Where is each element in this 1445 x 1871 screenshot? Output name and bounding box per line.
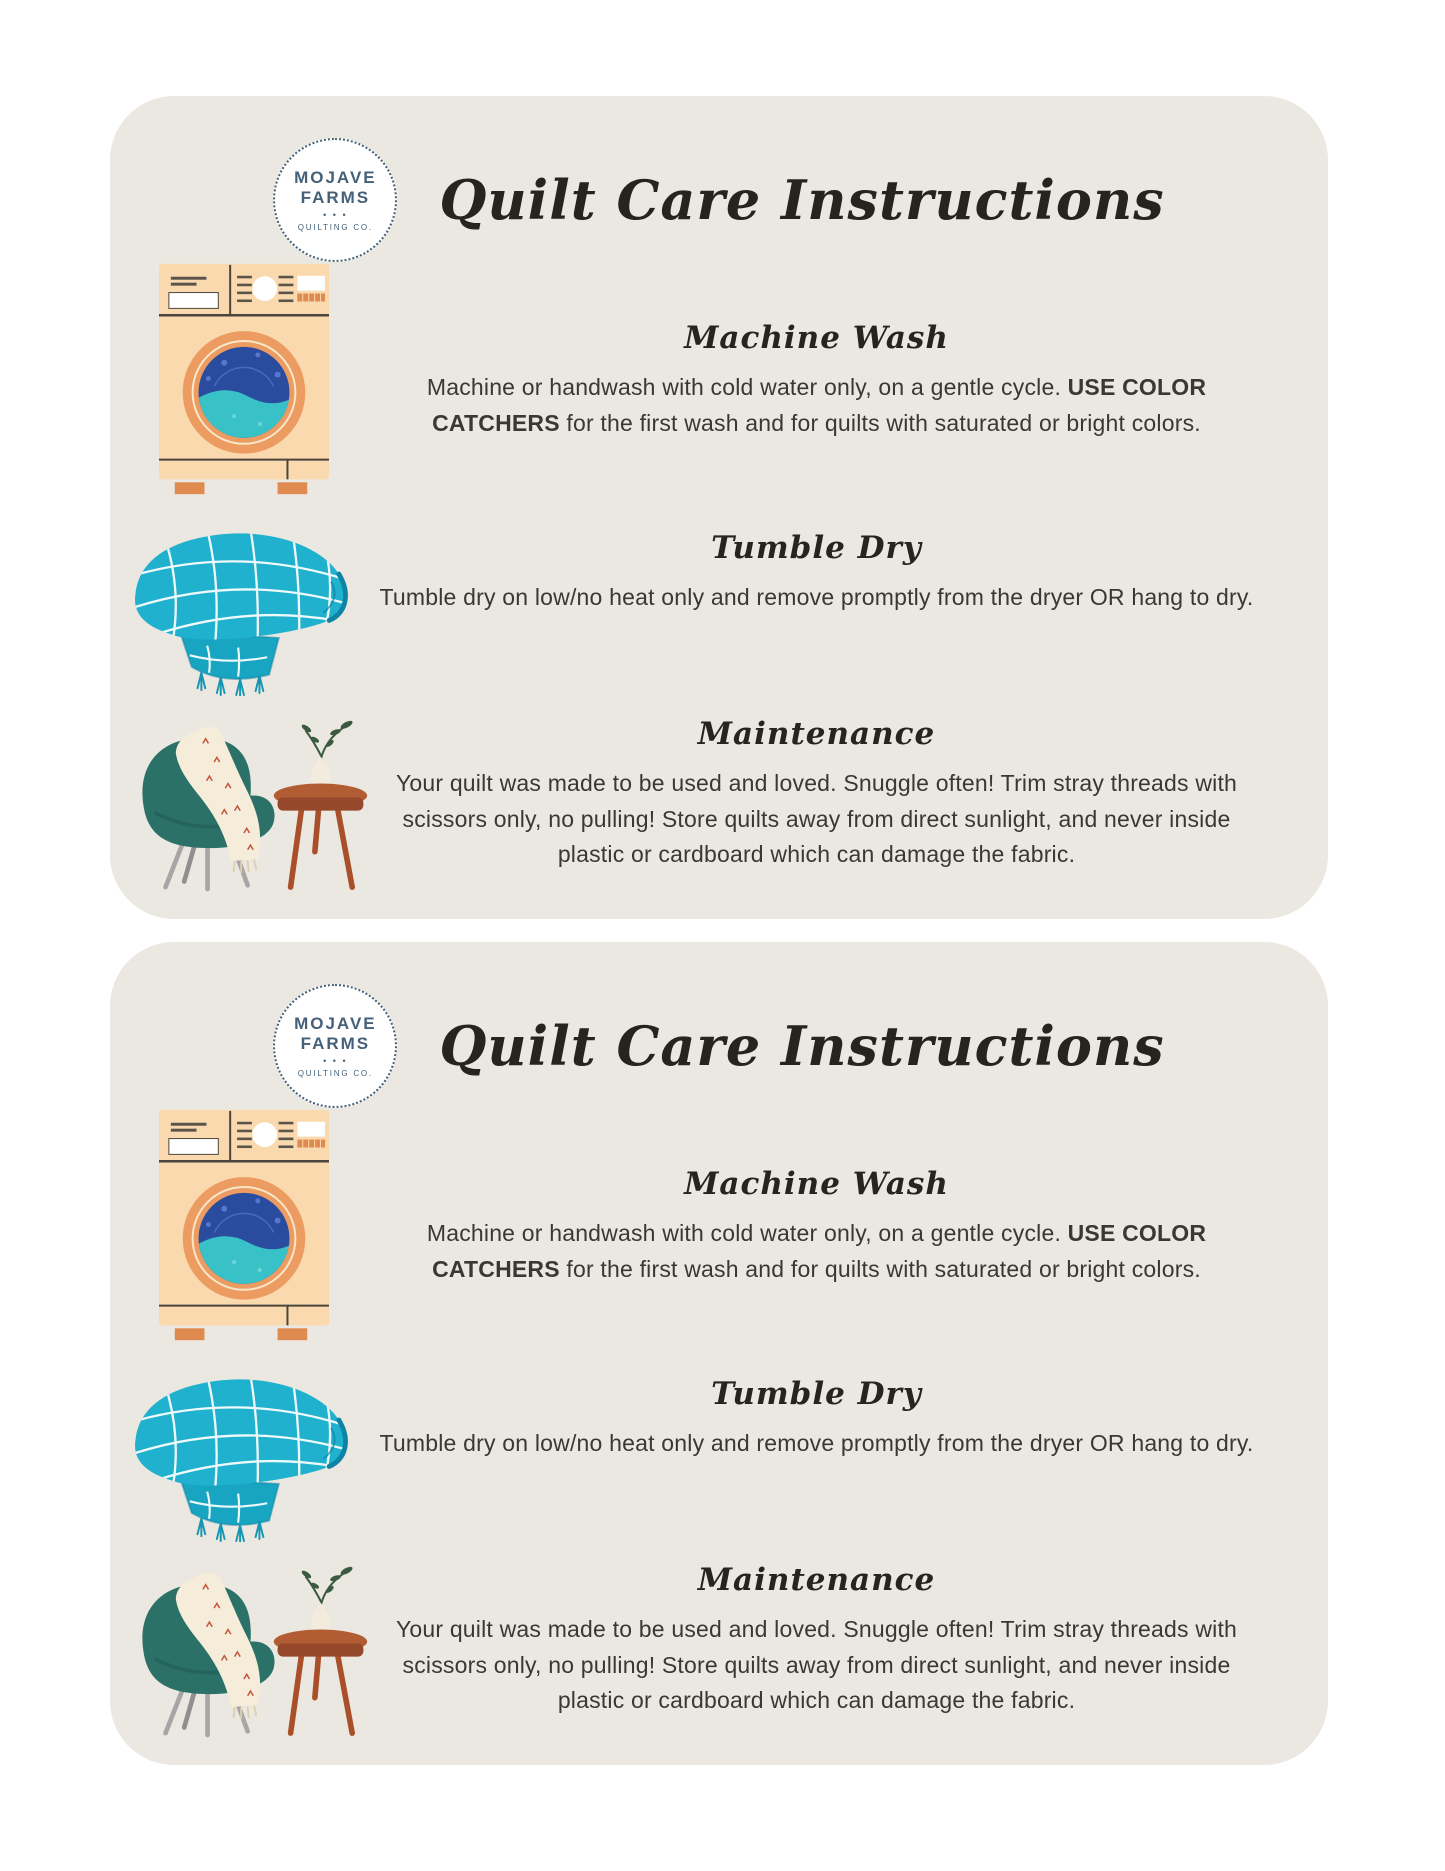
cards-container bbox=[0, 96, 1445, 1765]
logo-dots: • • • bbox=[323, 210, 348, 221]
logo-name-line1: MOJAVE bbox=[294, 1013, 377, 1033]
use-color-catchers-emphasis: USE COLOR CATCHERS bbox=[432, 1220, 1207, 1282]
card-header bbox=[110, 96, 1328, 266]
washing-machine-illustration bbox=[110, 1102, 375, 1354]
machine-wash-section bbox=[110, 1120, 1328, 1354]
machine-wash-body-start: Machine or handwash with cold water only, on a gentle cycle. bbox=[426, 1220, 1068, 1246]
tumble-dry-section bbox=[110, 1358, 1328, 1542]
tumble-dry-body: Tumble dry on low/no heat only and remove promptly from the dryer OR hang to dry. bbox=[379, 584, 1254, 610]
machine-wash-body-start: Machine or handwash with cold water only, on a gentle cycle. bbox=[426, 374, 1068, 400]
quilt-care-card bbox=[110, 96, 1328, 919]
washing-machine-icon bbox=[139, 256, 347, 508]
tumble-dry-heading: Tumble Dry bbox=[711, 1376, 922, 1412]
maintenance-body: Your quilt was made to be used and loved. Snuggle often! Trim stray threads with scissors only, no pulling! Store quilts away from direct sunlight, and never inside plastic or cardboard which can damage the fabric. bbox=[395, 770, 1238, 868]
logo-name-line2: FARMS bbox=[300, 187, 371, 207]
machine-wash-section bbox=[110, 274, 1328, 508]
machine-wash-heading: Machine Wash bbox=[684, 1166, 949, 1202]
mojave-farms-logo bbox=[273, 138, 397, 262]
logo-subtitle: QUILTING CO. bbox=[297, 1069, 373, 1079]
machine-wash-text bbox=[375, 274, 1328, 441]
blanket-illustration bbox=[110, 512, 375, 696]
armchair-illustration bbox=[110, 1548, 375, 1740]
armchair-with-throw-and-side-table-icon bbox=[117, 1548, 369, 1740]
machine-wash-heading: Machine Wash bbox=[684, 320, 949, 356]
logo-name-line2: FARMS bbox=[300, 1033, 371, 1053]
tumble-dry-body: Tumble dry on low/no heat only and remove promptly from the dryer OR hang to dry. bbox=[379, 1430, 1254, 1456]
machine-wash-body bbox=[375, 370, 1258, 441]
maintenance-heading: Maintenance bbox=[697, 716, 936, 752]
logo-dots: • • • bbox=[323, 1056, 348, 1067]
washing-machine-icon bbox=[139, 1102, 347, 1354]
blanket-illustration bbox=[110, 1358, 375, 1542]
quilt-care-card bbox=[110, 942, 1328, 1765]
maintenance-section bbox=[110, 1548, 1328, 1740]
maintenance-heading: Maintenance bbox=[697, 1562, 936, 1598]
card-header bbox=[110, 942, 1328, 1112]
page-title: Quilt Care Instructions bbox=[439, 168, 1165, 232]
armchair-with-throw-and-side-table-icon bbox=[117, 702, 369, 894]
logo-name-line1: MOJAVE bbox=[294, 167, 377, 187]
mojave-farms-logo bbox=[273, 984, 397, 1108]
washing-machine-illustration bbox=[110, 256, 375, 508]
tumble-dry-text bbox=[375, 512, 1328, 616]
page-title: Quilt Care Instructions bbox=[439, 1014, 1165, 1078]
maintenance-section bbox=[110, 702, 1328, 894]
tumble-dry-text bbox=[375, 1358, 1328, 1462]
machine-wash-text bbox=[375, 1120, 1328, 1287]
machine-wash-body bbox=[375, 1216, 1258, 1287]
machine-wash-body-end: for the first wash and for quilts with saturated or bright colors. bbox=[559, 1255, 1201, 1282]
logo-subtitle: QUILTING CO. bbox=[297, 223, 373, 233]
maintenance-body: Your quilt was made to be used and loved. Snuggle often! Trim stray threads with scissors only, no pulling! Store quilts away from direct sunlight, and never inside plastic or cardboard which can damage the fabric. bbox=[395, 1616, 1238, 1714]
maintenance-text bbox=[375, 1548, 1328, 1719]
machine-wash-body-end: for the first wash and for quilts with saturated or bright colors. bbox=[559, 409, 1201, 436]
tumble-dry-section bbox=[110, 512, 1328, 696]
maintenance-text bbox=[375, 702, 1328, 873]
folded-blanket-icon bbox=[122, 1358, 364, 1542]
tumble-dry-heading: Tumble Dry bbox=[711, 530, 922, 566]
use-color-catchers-emphasis: USE COLOR CATCHERS bbox=[432, 374, 1207, 436]
folded-blanket-icon bbox=[122, 512, 364, 696]
armchair-illustration bbox=[110, 702, 375, 894]
